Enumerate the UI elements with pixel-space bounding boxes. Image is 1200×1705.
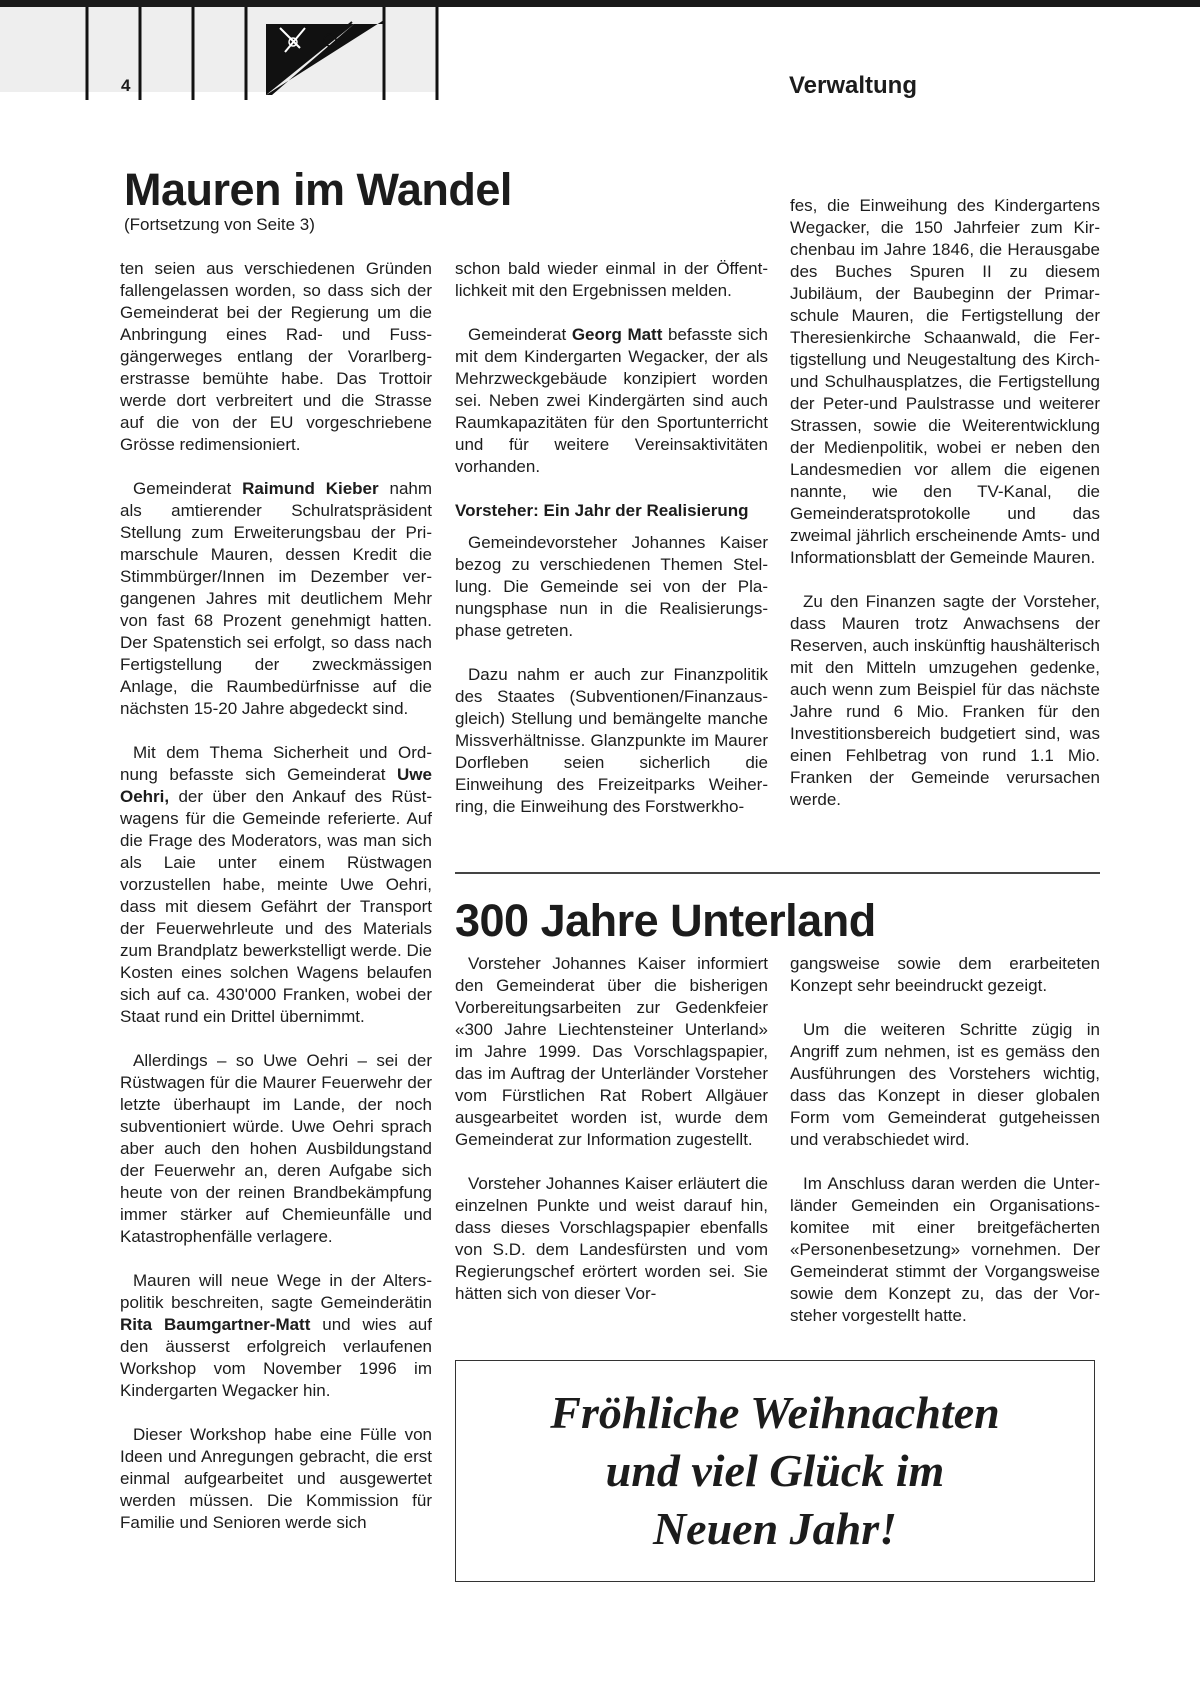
article-headline: Mauren im Wandel bbox=[124, 164, 512, 215]
article-column-left bbox=[455, 953, 768, 1327]
greeting-box bbox=[455, 1360, 1095, 1582]
article-column-middle bbox=[455, 258, 768, 840]
paragraph: Vorsteher Johannes Kaiser informiert den Gemeinderat über die bisherigen Vorbereitungsarbeiten zur Gedenkfeier «300 Jahre Liechtensteiner Unterland» im Jahre 1999. Das Vorschlagspapier, das im Auftrag der Unterländer Vorsteher vom Fürstlichen Rat Robert Allgäuer ausgearbeitet worden ist, wurde dem Gemeinderat zur Information zugestellt. bbox=[455, 954, 768, 1149]
article-column-right bbox=[790, 195, 1100, 833]
paragraph: Mit dem Thema Sicherheit und Ordnung befasste sich Gemeinderat Uwe Oehri, der über den Ankauf des Rüstwagens für die Gemeinde referierte. Auf die Frage des Moderators, was man sich als Laie unter einem Rüstwagen vorzustellen habe, meinte Uwe Oehri, dass mit diesem Gefährt der Transport der Feuerwehrleute und des Materials zum Brandplatz bewerkstelligt werde. Die Kosten eines solchen Wagens belaufen sich auf ca. 430'000 Franken, wobei der Staat rund ein Drittel übernimmt. bbox=[120, 743, 432, 1026]
paragraph: Im Anschluss daran werden die Unterländer Gemeinden ein Organisationskomitee mit einer breitgefächerten «Personenbesetzung» vornehmen. Der Gemeinderat stimmt der Vorgangsweise sowie dem Konzept zu, das der Vorsteher vorgestellt hatte. bbox=[790, 1174, 1100, 1325]
header-emblem-bar bbox=[0, 0, 440, 100]
paragraph: Vorsteher Johannes Kaiser erläutert die einzelnen Punkte und weist darauf hin, dass dieses Vorschlagspapier ebenfalls von S.D. dem Landesfürsten und vom Regierungschef erörtert worden sei. Sie hätten sich von dieser Vor- bbox=[455, 1174, 768, 1303]
subheading: Vorsteher: Ein Jahr der Realisierung bbox=[455, 501, 749, 520]
greeting-line: und viel Glück im bbox=[605, 1445, 945, 1496]
paragraph: Dieser Workshop habe eine Fülle von Ideen und Anregungen gebracht, die erst einmal aufgearbeitet und ausgewertet werden müssen. Die Kommission für Familie und Senioren werde sich bbox=[120, 1425, 432, 1532]
paragraph: Dazu nahm er auch zur Finanzpolitik des Staates (Subventionen/Finanzausgleich) Stellung und bemängelte manche Missverhältnisse. Glanzpunkte im Maurer Dorfleben seien sicherlich die Einweihung des Freizeitparks Weiherring, die Einweihung des Forstwerkho- bbox=[455, 665, 768, 816]
paragraph: Gemeinderat Raimund Kieber nahm als amtierender Schulratspräsident Stellung zum Erweiterungsbau der Primarschule Mauren, dessen Kredit die Stimmbürger/Innen im Dezember vergangenen Jahres mit deutlichem Mehr von fast 68 Prozent genehmigt hatten. Der Spatenstich sei erfolgt, so dass nach Fertigstellung der zweckmässigen Anlage, die Raumbedürfnisse auf die nächsten 15-20 Jahre abgedeckt sind. bbox=[120, 479, 433, 718]
paragraph: Gemeinderat Georg Matt befasste sich mit dem Kindergarten Wegacker, der als Mehrzweckgebäude konzipiert worden sei. Neben zwei Kindergärten sind auch Raumkapazitäten für den Sportunterricht und für weitere Vereinsaktivitäten vorhanden. bbox=[455, 325, 768, 476]
person-name: Uwe Oehri, bbox=[120, 765, 432, 806]
article-column-right bbox=[790, 953, 1100, 1349]
paragraph: Mauren will neue Wege in der Alterspolitik beschreiten, sagte Gemeinderätin Rita Baumgartner-Matt und wies auf den äusserst erfolgreich verlaufenen Workshop vom November 1996 im Kindergarten Wegacker hin. bbox=[120, 1271, 432, 1400]
section-divider bbox=[455, 872, 1100, 874]
article-headline: 300 Jahre Unterland bbox=[455, 895, 876, 946]
greeting-line: Fröhliche Weihnachten bbox=[550, 1387, 1000, 1438]
person-name: Rita Baumgartner-Matt bbox=[120, 1315, 311, 1334]
paragraph: gangsweise sowie dem erarbeiteten Konzept sehr beeindruckt gezeigt. bbox=[790, 954, 1100, 995]
person-name: Raimund Kieber bbox=[242, 479, 379, 498]
paragraph: Zu den Finanzen sagte der Vorsteher, dass Mauren trotz Anwachsens der Reserven, auch inskünftig haushälterisch mit den Mitteln umzugehen gedenke, auch wenn zum Beispiel für das nächste Jahre rund 6 Mio. Franken für den Investitionsbereich budgetiert sind, was einen Fehlbetrag von rund 1.1 Mio. Franken der Gemeinde verursachen werde. bbox=[790, 592, 1100, 809]
greeting-line: Neuen Jahr! bbox=[652, 1503, 898, 1554]
article-column-left bbox=[120, 258, 432, 1556]
section-title: Verwaltung bbox=[788, 72, 917, 99]
paragraph: fes, die Einweihung des Kindergartens Wegacker, die 150 Jahrfeier zum Kirchenbau im Jahre 1846, die Herausgabe des Buches Spuren II zu diesem Jubiläum, der Baubeginn der Primarschule Mauren, die Fertigstellung der Theresienkirche Schaanwald, die Fertigstellung und Neugestaltung des Kirch- und Schulhausplatzes, die Fertigstellung der Peter-und Paulstrasse und weiterer Strassen, sowie die Weiterentwicklung der Medienpolitik, wobei er neben den Landesmedien vor allem die eigenen nannte, wie den TV-Kanal, die Gemeinderatsprotokolle und das zweimal jährlich erscheinende Amts- und Informationsblatt der Gemeinde Mauren. bbox=[790, 196, 1100, 567]
paragraph: Allerdings – so Uwe Oehri – sei der Rüstwagen für die Maurer Feuerwehr der letzte überhaupt im Lande, der noch subventioniert würde. Uwe Oehri sprach aber auch den hohen Ausbildungstand der Feuerwehr an, deren Aufgabe sich heute von der reinen Brandbekämpfung immer stärker auf Chemieunfälle und Katastrophenfälle verlagere. bbox=[120, 1051, 432, 1246]
person-name: Georg Matt bbox=[571, 325, 663, 344]
paragraph: Gemeindevorsteher Johannes Kaiser bezog zu verschiedenen Themen Stellung. Die Gemeinde sei von der Planungsphase nun in die Realisierungsphase getreten. bbox=[455, 533, 768, 640]
paragraph: ten seien aus verschiedenen Gründen fallengelassen worden, so dass sich der Gemeinderat bei der Regierung um die Anbringung eines Rad- und Fussgängerweges entlang der Vorarlbergerstrasse bemühte habe. Das Trottoir werde dort verbreitert und die Strasse auf die von der EU vorgeschriebene Grösse redimensioniert. bbox=[120, 259, 432, 454]
paragraph: schon bald wieder einmal in der Öffentlichkeit mit den Ergebnissen melden. bbox=[455, 259, 768, 300]
paragraph: Um die weiteren Schritte zügig in Angriff zum nehmen, ist es gemäss den Ausführungen des Vorstehers wichtig, dass das Konzept in dieser globalen Form vom Gemeinderat gutgeheissen und verabschiedet wird. bbox=[790, 1020, 1100, 1149]
page-number: 4 bbox=[121, 76, 131, 95]
article-subtitle: (Fortsetzung von Seite 3) bbox=[124, 215, 315, 234]
greeting-text bbox=[550, 1384, 999, 1558]
